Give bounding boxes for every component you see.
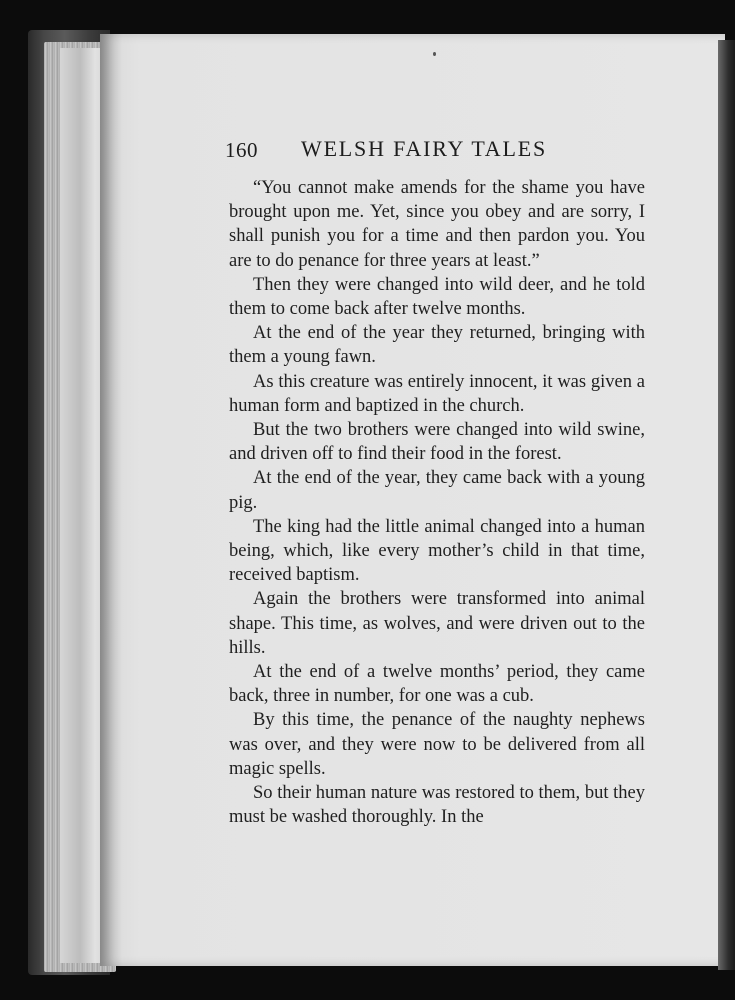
next-page-edge: [718, 40, 735, 970]
paragraph: But the two brothers were changed into wild swine, and driven off to find their food in the forest.: [229, 420, 645, 465]
paragraph: By this time, the penance of the naughty nephews was over, and they were now to be delivered from all magic spells.: [229, 710, 645, 779]
book-title: WELSH FAIRY TALES: [301, 136, 547, 161]
paragraph: So their human nature was restored to them, but they must be washed thoroughly. In the: [229, 783, 645, 828]
paragraph: At the end of the year they returned, bringing with them a young fawn.: [229, 323, 645, 368]
paragraph: The king had the little animal changed into a human being, which, like every mother’s child in that time, received baptism.: [229, 516, 645, 586]
paragraph: At the end of the year, they came back with a young pig.: [229, 468, 645, 513]
paper-speck: [433, 52, 436, 56]
running-head: [225, 136, 665, 166]
paragraph: Again the brothers were transformed into animal shape. This time, as wolves, and were driven out to the hills.: [229, 589, 645, 658]
paragraph: Then they were changed into wild deer, and he told them to come back after twelve months.: [229, 274, 645, 320]
gutter-shadow: [100, 34, 122, 966]
paragraph: At the end of a twelve months’ period, they came back, three in number, for one was a cub.: [229, 662, 645, 707]
page-number: 160: [225, 138, 258, 162]
paragraph: As this creature was entirely innocent, it was given a human form and baptized in the church.: [229, 371, 645, 416]
paragraph: “You cannot make amends for the shame you have brought upon me. Yet, since you obey and are sorry, I shall punish you for a time and then pardon you. You are to do penance for three years at least.”: [229, 178, 645, 271]
body-text: [229, 176, 645, 829]
